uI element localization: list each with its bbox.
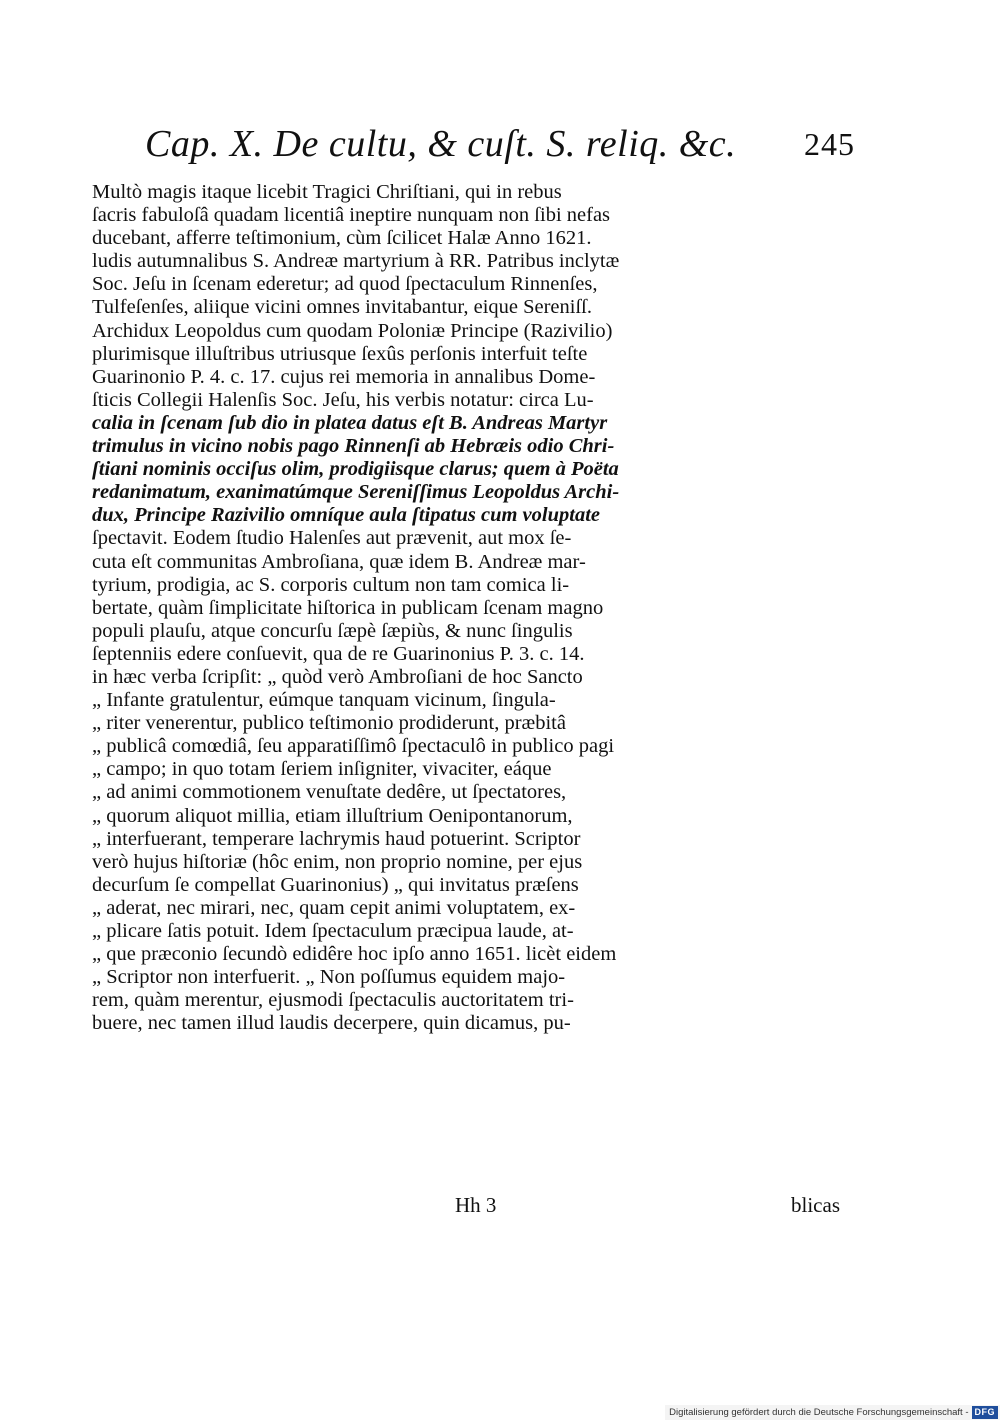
text-line: „ interfuerant, temperare lachrymis haud potuerint. Scriptor [92, 827, 581, 850]
text-line: „ Infante gratulentur, eúmque tanquam vicinum, ſingula- [92, 689, 556, 712]
text-line: ſacris fabuloſâ quadam licentiâ ineptire nunquam non ſibi nefas [92, 204, 611, 227]
text-line: Tulfeſenſes, aliique vicini omnes invitabantur, eique Sereniſſ. [92, 296, 592, 319]
text-line: „ ad animi commotionem venuſtate dedêre, ut ſpectatores, [92, 781, 567, 804]
text-line: ſeptenniis edere conſuevit, qua de re Guarinonius P. 3. c. 14. [92, 642, 585, 665]
text-line: populi plauſu, atque concurſu ſæpè ſæpiùs, & nunc ſingulis [92, 619, 573, 642]
text-line: „ publicâ comœdiâ, ſeu apparatiſſimô ſpectaculô in publico pagi [92, 735, 615, 758]
text-line: Archidux Leopoldus cum quodam Poloniæ Principe (Razivilio) [92, 319, 613, 342]
text-line: „ quorum aliquot millia, etiam illuſtrium Oenipontanorum, [92, 804, 573, 827]
text-line: tyrium, prodigia, ac S. corporis cultum non tam comica li- [92, 573, 570, 596]
text-line: „ que præconio ſecundò edidêre hoc ipſo anno 1651. licèt eidem [92, 943, 617, 966]
text-line: „ aderat, nec mirari, nec, quam cepit animi voluptatem, ex- [92, 896, 576, 919]
text-line: redanimatum, exanimatúmque Sereniſſimus Leopoldus Archi- [92, 481, 620, 504]
text-line: buere, nec tamen illud laudis decerpere, quin dicamus, pu- [92, 1012, 571, 1035]
text-line: plurimisque illuſtribus utriusque ſexûs perſonis interfuit teſte [92, 342, 588, 365]
dfg-logo: DFG [972, 1406, 999, 1419]
body-text [92, 181, 840, 1035]
text-line: trimulus in vicino nobis pago Rinnenſi ab Hebræis odio Chri- [92, 435, 615, 458]
credit-text: Digitalisierung gefördert durch die Deutsche Forschungsgemeinschaft - [669, 1407, 969, 1418]
page-footer [92, 1193, 840, 1219]
text-line: dux, Principe Razivilio omníque aula ſtipatus cum voluptate [92, 504, 600, 527]
text-line: Guarinonio P. 4. c. 17. cujus rei memoria in annalibus Dome- [92, 365, 596, 388]
text-line: verò hujus hiſtoriæ (hôc enim, non proprio nomine, per ejus [92, 850, 583, 873]
text-line: Soc. Jeſu in ſcenam ederetur; ad quod ſpectaculum Rinnenſes, [92, 273, 598, 296]
catchword: blicas [791, 1193, 840, 1217]
text-line: bertate, quàm ſimplicitate hiſtorica in publicam ſcenam magno [92, 596, 604, 619]
text-line: calia in ſcenam ſub dio in platea datus eſt B. Andreas Martyr [92, 411, 608, 434]
text-line: ſpectavit. Eodem ſtudio Halenſes aut prævenit, aut mox ſe- [92, 527, 572, 550]
text-line: „ riter venerentur, publico teſtimonio prodiderunt, præbitâ [92, 712, 566, 735]
text-line: ludis autumnalibus S. Andreæ martyrium à RR. Patribus inclytæ [92, 250, 620, 273]
text-line: decurſum ſe compellat Guarinonius) „ qui invitatus præſens [92, 873, 579, 896]
text-line: Multò magis itaque licebit Tragici Chriſtiani, qui in rebus [92, 181, 562, 203]
text-line: ſtiani nominis occiſus olim, prodigiisque clarus; quem à Poëta [92, 458, 619, 481]
text-line: „ campo; in quo totam ſeriem inſigniter, vivaciter, eáque [92, 758, 552, 781]
running-head: Cap. X. De cultu, & cuſt. S. reliq. &c. [145, 123, 737, 165]
text-line: in hæc verba ſcripſit: „ quòd verò Ambroſiani de hoc Sancto [92, 665, 583, 688]
text-line: ſticis Collegii Halenſis Soc. Jeſu, his verbis notatur: circa Lu- [92, 388, 594, 411]
digitization-credit [665, 1405, 1000, 1420]
text-line: „ Scriptor non interfuerit. „ Non poſſumus equidem majo- [92, 966, 566, 989]
signature-mark: Hh 3 [455, 1193, 497, 1217]
text-line: cuta eſt communitas Ambroſiana, quæ idem B. Andreæ mar- [92, 550, 586, 573]
text-line: „ plicare ſatis potuit. Idem ſpectaculum præcipua laude, at- [92, 920, 574, 942]
page-number: 245 [804, 126, 855, 162]
text-line: rem, quàm merentur, ejusmodi ſpectaculis auctoritatem tri- [92, 989, 574, 1012]
text-line: ducebant, afferre teſtimonium, cùm ſcilicet Halæ Anno 1621. [92, 227, 592, 250]
page-header [145, 122, 855, 172]
